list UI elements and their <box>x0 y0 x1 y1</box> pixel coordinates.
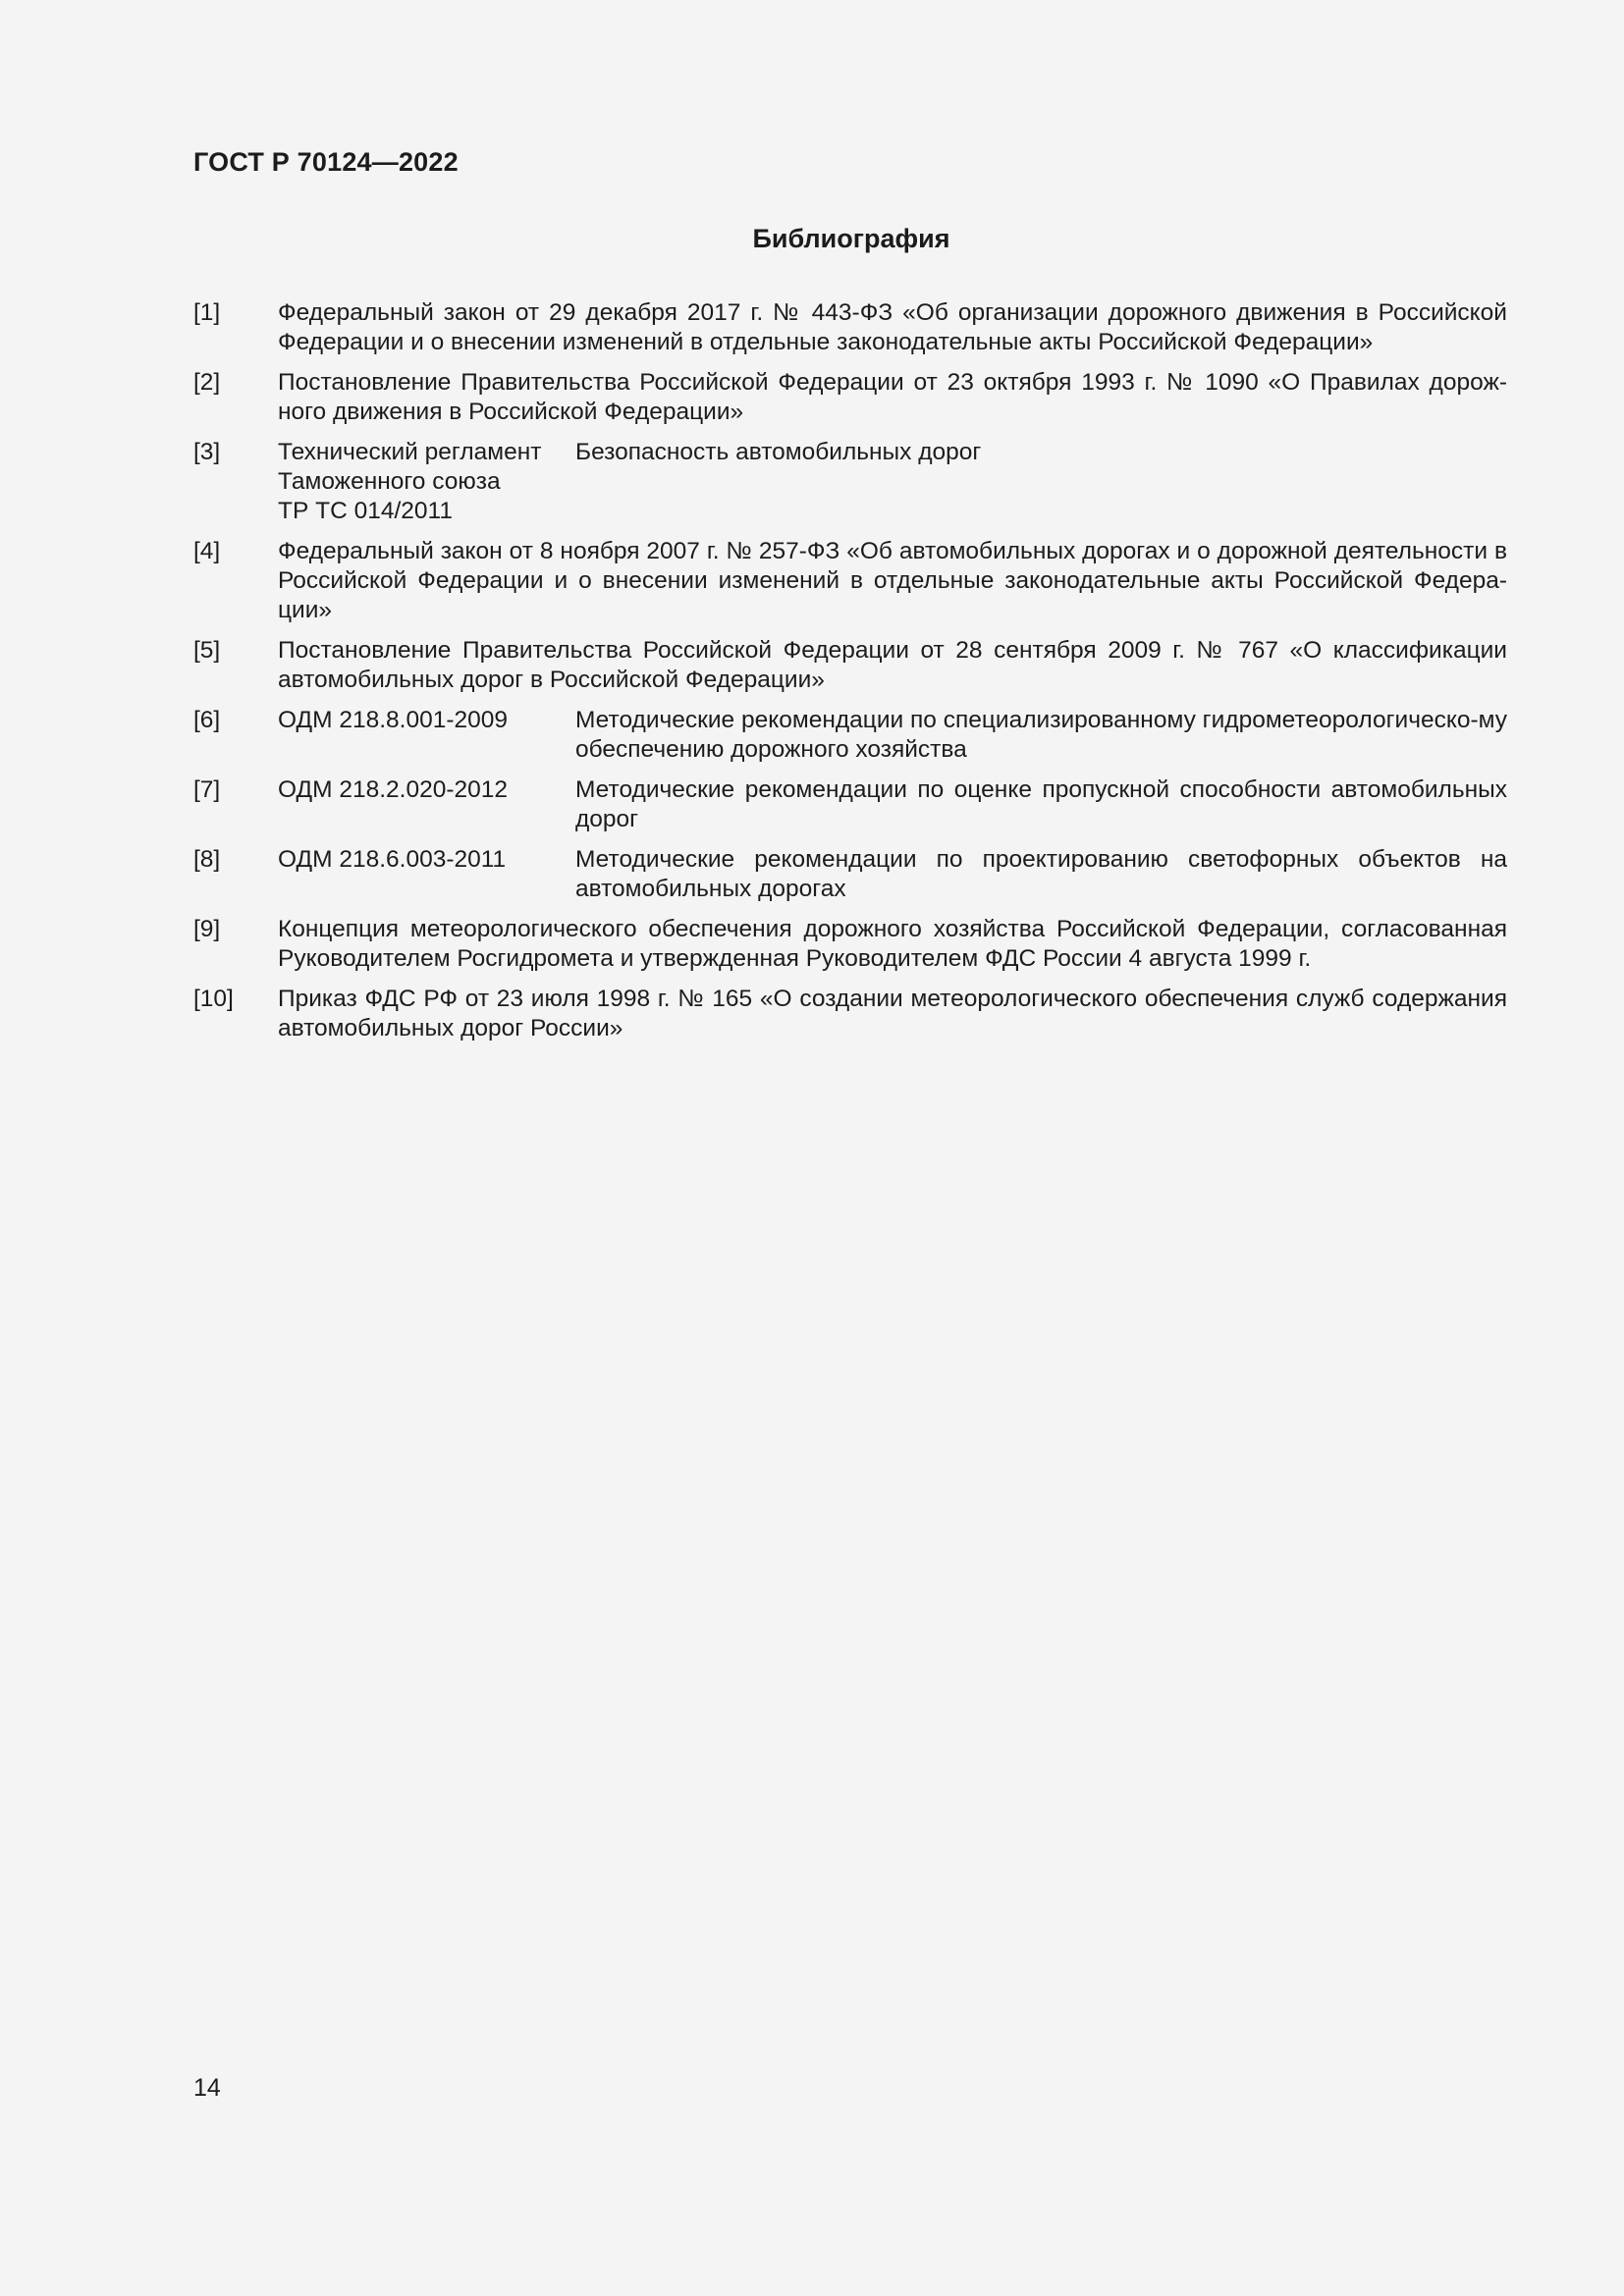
entry-body <box>278 775 1507 834</box>
entry-text: Постановление Правительства Российской Федерации от 28 сентября 2009 г. № 767 «О классификации автомобильных дорог в Российской Федерации» <box>278 637 1507 693</box>
entry-text: Постановление Правительства Российской Федерации от 23 октября 1993 г. № 1090 «О Правилах дорож-ного движения в Российской Федерации» <box>278 369 1507 425</box>
entry-code-line: ОДМ 218.6.003-2011 <box>278 846 507 873</box>
document-code: ГОСТ Р 70124—2022 <box>193 147 459 177</box>
entry-text: Федеральный закон от 8 ноября 2007 г. № 257-ФЗ «Об автомобильных дорогах и о дорожной деятельности в Российской Федерации и о внесении изменений в отдельные законодательные акты Российской Федера-ции» <box>278 538 1507 623</box>
entry-code-line: ОДМ 218.2.020-2012 <box>278 776 508 803</box>
bibliography-entry <box>193 845 1507 904</box>
entry-number: [8] <box>193 846 221 873</box>
page-number: 14 <box>193 2074 221 2102</box>
entry-number: [9] <box>193 916 221 942</box>
entry-number: [1] <box>193 299 221 326</box>
bibliography-entry <box>193 368 1507 427</box>
entry-number: [5] <box>193 637 221 664</box>
entry-number: [7] <box>193 776 221 803</box>
entry-description: Методические рекомендации по оценке пропускной способности автомобильных дорог <box>575 776 1507 832</box>
bibliography-entry <box>193 537 1507 625</box>
bibliography-entry <box>193 636 1507 695</box>
entry-code <box>278 438 575 526</box>
entry-number: [4] <box>193 538 221 564</box>
entry-description: Безопасность автомобильных дорог <box>575 439 982 465</box>
entry-body <box>278 706 1507 765</box>
bibliography-list <box>193 298 1507 1054</box>
bibliography-entry <box>193 985 1507 1043</box>
entry-number: [6] <box>193 707 221 733</box>
section-title: Библиография <box>752 224 950 253</box>
bibliography-entry <box>193 915 1507 974</box>
entry-code <box>278 706 575 765</box>
entry-body <box>278 845 1507 904</box>
entry-text: Федеральный закон от 29 декабря 2017 г. № 443-ФЗ «Об организации дорожного движения в Российской Федерации и о внесении изменений в отдельные законодательные акты Российской Федерации» <box>278 299 1507 355</box>
entry-number: [2] <box>193 369 221 396</box>
bibliography-entry <box>193 298 1507 357</box>
bibliography-entry <box>193 706 1507 765</box>
bibliography-entry <box>193 438 1507 526</box>
entry-text: Концепция метеорологического обеспечения дорожного хозяйства Российской Федерации, согласованная Руководителем Росгидромета и утвержденная Руководителем ФДС России 4 августа 1999 г. <box>278 916 1507 972</box>
entry-code-line: ОДМ 218.8.001-2009 <box>278 707 508 733</box>
entry-description: Методические рекомендации по проектированию светофорных объектов на автомобильных дорогах <box>575 846 1507 902</box>
entry-code-line: ТР ТС 014/2011 <box>278 498 453 524</box>
entry-code-line: Технический регламент <box>278 439 542 465</box>
entry-code-line: Таможенного союза <box>278 468 501 495</box>
entry-text: Приказ ФДС РФ от 23 июля 1998 г. № 165 «О создании метеорологического обеспечения служб содержания автомобильных дорог России» <box>278 986 1507 1041</box>
entry-code <box>278 845 575 904</box>
entry-number: [10] <box>193 986 234 1012</box>
entry-description: Методические рекомендации по специализированному гидрометеорологическо-му обеспечению дорожного хозяйства <box>575 707 1507 763</box>
entry-body <box>278 438 1507 526</box>
bibliography-entry <box>193 775 1507 834</box>
entry-code <box>278 775 575 834</box>
entry-number: [3] <box>193 439 221 465</box>
